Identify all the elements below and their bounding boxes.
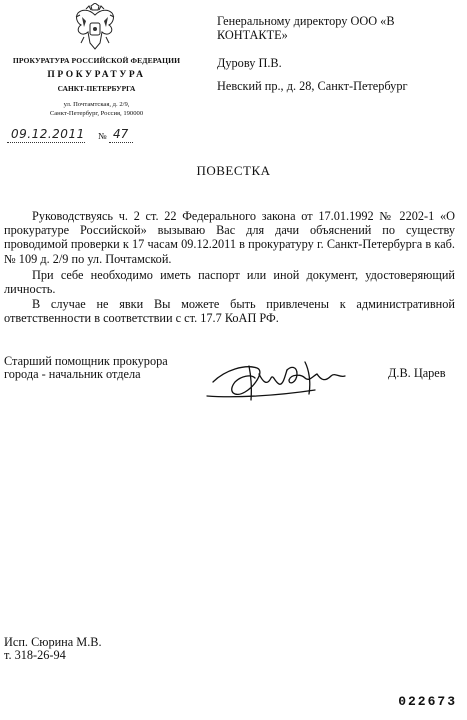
recipient-address: Невский пр., д. 28, Санкт-Петербург bbox=[217, 79, 408, 93]
org-name-prosecutor: ПРОКУРАТУРА bbox=[47, 70, 146, 80]
executor-block bbox=[4, 636, 102, 662]
executor-name: Исп. Сюрина М.В. bbox=[4, 635, 102, 649]
body-paragraph-1: Руководствуясь ч. 2 ст. 22 Федерального закона от 17.01.1992 № 2202-1 «О прокуратуре Российской» вызываю Вас для дачи объяснений по существу проводимой проверки к 17 часам 09.12.2011 в прокуратуру г. Санкт-Петербурга в каб. № 109 д. 2/9 по ул. Почтамской. bbox=[4, 209, 455, 266]
org-address-street: ул. Почтамтская, д. 2/9, bbox=[63, 101, 130, 108]
document-title: ПОВЕСТКА bbox=[196, 163, 271, 178]
recipient-position: Генеральному директору ООО «В КОНТАКТЕ» bbox=[217, 14, 395, 42]
recipient-name: Дурову П.В. bbox=[217, 56, 282, 70]
date-underline bbox=[7, 142, 85, 143]
org-address-city: Санкт-Петербург, Россия, 190000 bbox=[49, 110, 144, 117]
form-serial-number: 022673 bbox=[398, 694, 457, 709]
executor-phone: т. 318-26-94 bbox=[4, 648, 66, 662]
handwritten-number: 47 bbox=[113, 127, 129, 141]
number-underline bbox=[109, 142, 133, 143]
org-name-city: САНКТ-ПЕТЕРБУРГА bbox=[57, 84, 136, 93]
body-paragraph-2: При себе необходимо иметь паспорт или иной документ, удостоверяющий личность. bbox=[4, 268, 455, 297]
number-sign: № bbox=[98, 131, 107, 141]
coat-of-arms-emblem bbox=[72, 3, 118, 53]
signatory-position-line-1: Старший помощник прокурора bbox=[4, 354, 168, 368]
signatory-position bbox=[4, 355, 204, 381]
handwritten-date: 09.12.2011 bbox=[11, 127, 85, 141]
signatory-position-line-2: города - начальник отдела bbox=[4, 367, 141, 381]
signatory-name: Д.В. Царев bbox=[388, 366, 446, 380]
org-name-federation: ПРОКУРАТУРА РОССИЙСКОЙ ФЕДЕРАЦИИ bbox=[12, 56, 181, 65]
document-date-number-line bbox=[5, 127, 135, 147]
body-paragraph-3: В случае не явки Вы можете быть привлечены к административной ответственности в соответствии с ст. 17.7 КоАП РФ. bbox=[4, 297, 455, 326]
handwritten-signature bbox=[205, 352, 355, 404]
